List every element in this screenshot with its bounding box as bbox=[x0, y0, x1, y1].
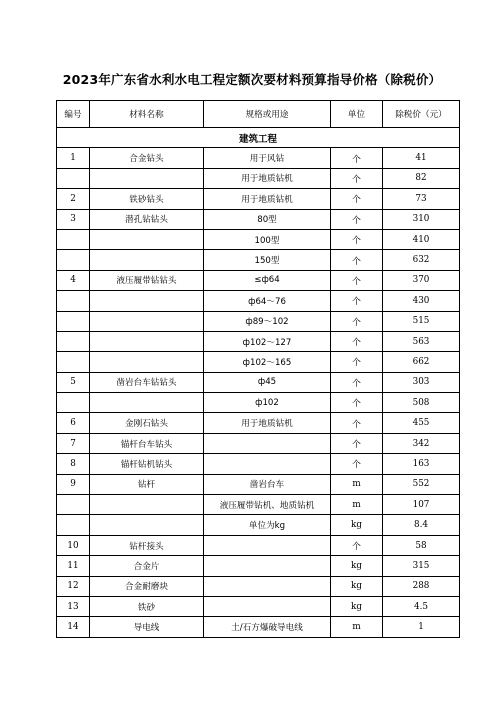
row-name bbox=[90, 229, 204, 249]
table-row bbox=[57, 229, 460, 249]
section-title: 建筑工程 bbox=[57, 128, 460, 148]
row-spec: 单位为kg bbox=[204, 515, 331, 535]
row-price: 58 bbox=[383, 535, 460, 555]
row-spec bbox=[204, 454, 331, 474]
row-unit: 个 bbox=[331, 168, 383, 188]
row-unit: 个 bbox=[331, 148, 383, 168]
row-spec: 液压履带钻机、地质钻机 bbox=[204, 495, 331, 515]
row-unit: 个 bbox=[331, 413, 383, 433]
row-name bbox=[90, 331, 204, 351]
price-table bbox=[56, 100, 460, 638]
row-price: 163 bbox=[383, 454, 460, 474]
row-unit: 个 bbox=[331, 291, 383, 311]
row-spec: 用于地质钻机 bbox=[204, 189, 331, 209]
row-name: 合金耐磨块 bbox=[90, 576, 204, 596]
row-name: 铁砂 bbox=[90, 596, 204, 616]
row-unit: 个 bbox=[331, 229, 383, 249]
row-price: 4.5 bbox=[383, 596, 460, 616]
table-row bbox=[57, 331, 460, 351]
table-row bbox=[57, 454, 460, 474]
row-price: 82 bbox=[383, 168, 460, 188]
row-unit: 个 bbox=[331, 352, 383, 372]
table-header-row bbox=[57, 101, 460, 128]
row-price: 8.4 bbox=[383, 515, 460, 535]
row-spec bbox=[204, 535, 331, 555]
row-no: 9 bbox=[57, 474, 90, 494]
header-unit: 单位 bbox=[331, 101, 383, 128]
row-price: 342 bbox=[383, 433, 460, 453]
row-name bbox=[90, 495, 204, 515]
header-no: 编号 bbox=[57, 101, 90, 128]
row-price: 410 bbox=[383, 229, 460, 249]
row-no: 5 bbox=[57, 372, 90, 392]
row-price: 107 bbox=[383, 495, 460, 515]
row-no bbox=[57, 168, 90, 188]
table-row bbox=[57, 311, 460, 331]
row-price: 632 bbox=[383, 250, 460, 270]
row-spec bbox=[204, 596, 331, 616]
row-name: 钻杆 bbox=[90, 474, 204, 494]
row-spec bbox=[204, 556, 331, 576]
table-row bbox=[57, 495, 460, 515]
header-spec: 规格或用途 bbox=[204, 101, 331, 128]
row-no bbox=[57, 352, 90, 372]
row-name bbox=[90, 250, 204, 270]
table-row bbox=[57, 556, 460, 576]
row-price: 455 bbox=[383, 413, 460, 433]
row-spec: ф102 bbox=[204, 393, 331, 413]
row-no bbox=[57, 229, 90, 249]
row-price: 515 bbox=[383, 311, 460, 331]
row-no: 10 bbox=[57, 535, 90, 555]
row-unit: 个 bbox=[331, 393, 383, 413]
table-row bbox=[57, 393, 460, 413]
table-row bbox=[57, 474, 460, 494]
row-spec: 土/石方爆破导电线 bbox=[204, 617, 331, 637]
row-no bbox=[57, 331, 90, 351]
row-price: 310 bbox=[383, 209, 460, 229]
row-price: 288 bbox=[383, 576, 460, 596]
row-unit: kg bbox=[331, 596, 383, 616]
row-no: 4 bbox=[57, 270, 90, 290]
table-row bbox=[57, 270, 460, 290]
row-spec: 凿岩台车 bbox=[204, 474, 331, 494]
row-unit: 个 bbox=[331, 331, 383, 351]
row-unit: m bbox=[331, 617, 383, 637]
table-row bbox=[57, 433, 460, 453]
row-name bbox=[90, 168, 204, 188]
row-spec: 150型 bbox=[204, 250, 331, 270]
table-row bbox=[57, 413, 460, 433]
row-price: 430 bbox=[383, 291, 460, 311]
row-unit: 个 bbox=[331, 270, 383, 290]
table-row bbox=[57, 535, 460, 555]
row-unit: 个 bbox=[331, 189, 383, 209]
row-no bbox=[57, 311, 90, 331]
row-name bbox=[90, 291, 204, 311]
row-spec: ф102～165 bbox=[204, 352, 331, 372]
row-spec: ф102～127 bbox=[204, 331, 331, 351]
row-no: 14 bbox=[57, 617, 90, 637]
row-name: 合金钻头 bbox=[90, 148, 204, 168]
row-unit: 个 bbox=[331, 433, 383, 453]
row-no: 7 bbox=[57, 433, 90, 453]
table-row bbox=[57, 352, 460, 372]
row-spec bbox=[204, 576, 331, 596]
table-row bbox=[57, 250, 460, 270]
row-name bbox=[90, 515, 204, 535]
row-unit: kg bbox=[331, 576, 383, 596]
row-unit: 个 bbox=[331, 535, 383, 555]
row-spec: 用于地质钻机 bbox=[204, 413, 331, 433]
row-price: 303 bbox=[383, 372, 460, 392]
section-row bbox=[57, 128, 460, 148]
row-no: 12 bbox=[57, 576, 90, 596]
table-row bbox=[57, 209, 460, 229]
table-row bbox=[57, 168, 460, 188]
row-no bbox=[57, 291, 90, 311]
row-unit: kg bbox=[331, 556, 383, 576]
row-no: 13 bbox=[57, 596, 90, 616]
row-unit: 个 bbox=[331, 209, 383, 229]
table-row bbox=[57, 291, 460, 311]
row-no: 3 bbox=[57, 209, 90, 229]
row-spec: ≤ф64 bbox=[204, 270, 331, 290]
row-no: 2 bbox=[57, 189, 90, 209]
row-price: 508 bbox=[383, 393, 460, 413]
row-no bbox=[57, 495, 90, 515]
row-price: 73 bbox=[383, 189, 460, 209]
row-name bbox=[90, 311, 204, 331]
row-unit: m bbox=[331, 495, 383, 515]
row-spec: ф64～76 bbox=[204, 291, 331, 311]
row-name: 金刚石钻头 bbox=[90, 413, 204, 433]
row-name bbox=[90, 352, 204, 372]
row-price: 370 bbox=[383, 270, 460, 290]
row-name: 钻杆接头 bbox=[90, 535, 204, 555]
row-no bbox=[57, 393, 90, 413]
row-price: 552 bbox=[383, 474, 460, 494]
table-row bbox=[57, 372, 460, 392]
header-price: 除税价（元） bbox=[383, 101, 460, 128]
row-spec: 100型 bbox=[204, 229, 331, 249]
row-name: 锚杆台车钻头 bbox=[90, 433, 204, 453]
row-spec bbox=[204, 433, 331, 453]
row-name: 导电线 bbox=[90, 617, 204, 637]
table-row bbox=[57, 596, 460, 616]
row-price: 1 bbox=[383, 617, 460, 637]
table-row bbox=[57, 617, 460, 637]
row-name: 凿岩台车钻钻头 bbox=[90, 372, 204, 392]
row-no bbox=[57, 250, 90, 270]
row-unit: 个 bbox=[331, 454, 383, 474]
row-price: 41 bbox=[383, 148, 460, 168]
row-spec: 用于地质钻机 bbox=[204, 168, 331, 188]
table-row bbox=[57, 515, 460, 535]
row-unit: 个 bbox=[331, 250, 383, 270]
row-name: 锚杆钻机钻头 bbox=[90, 454, 204, 474]
row-spec: 80型 bbox=[204, 209, 331, 229]
row-unit: 个 bbox=[331, 372, 383, 392]
row-price: 662 bbox=[383, 352, 460, 372]
page-title: 2023年广东省水利水电工程定额次要材料预算指导价格（除税价） bbox=[62, 72, 442, 87]
row-spec: ф89～102 bbox=[204, 311, 331, 331]
table-row bbox=[57, 148, 460, 168]
row-price: 315 bbox=[383, 556, 460, 576]
row-no: 6 bbox=[57, 413, 90, 433]
row-no: 11 bbox=[57, 556, 90, 576]
row-no bbox=[57, 515, 90, 535]
row-unit: kg bbox=[331, 515, 383, 535]
row-name bbox=[90, 393, 204, 413]
row-name: 铁砂钻头 bbox=[90, 189, 204, 209]
row-spec: ф45 bbox=[204, 372, 331, 392]
header-material-name: 材料名称 bbox=[90, 101, 204, 128]
row-spec: 用于风钻 bbox=[204, 148, 331, 168]
row-unit: m bbox=[331, 474, 383, 494]
row-name: 液压履带钻钻头 bbox=[90, 270, 204, 290]
row-name: 潜孔钻钻头 bbox=[90, 209, 204, 229]
row-price: 563 bbox=[383, 331, 460, 351]
row-unit: 个 bbox=[331, 311, 383, 331]
row-no: 1 bbox=[57, 148, 90, 168]
table-row bbox=[57, 576, 460, 596]
row-no: 8 bbox=[57, 454, 90, 474]
table-row bbox=[57, 189, 460, 209]
row-name: 合金片 bbox=[90, 556, 204, 576]
